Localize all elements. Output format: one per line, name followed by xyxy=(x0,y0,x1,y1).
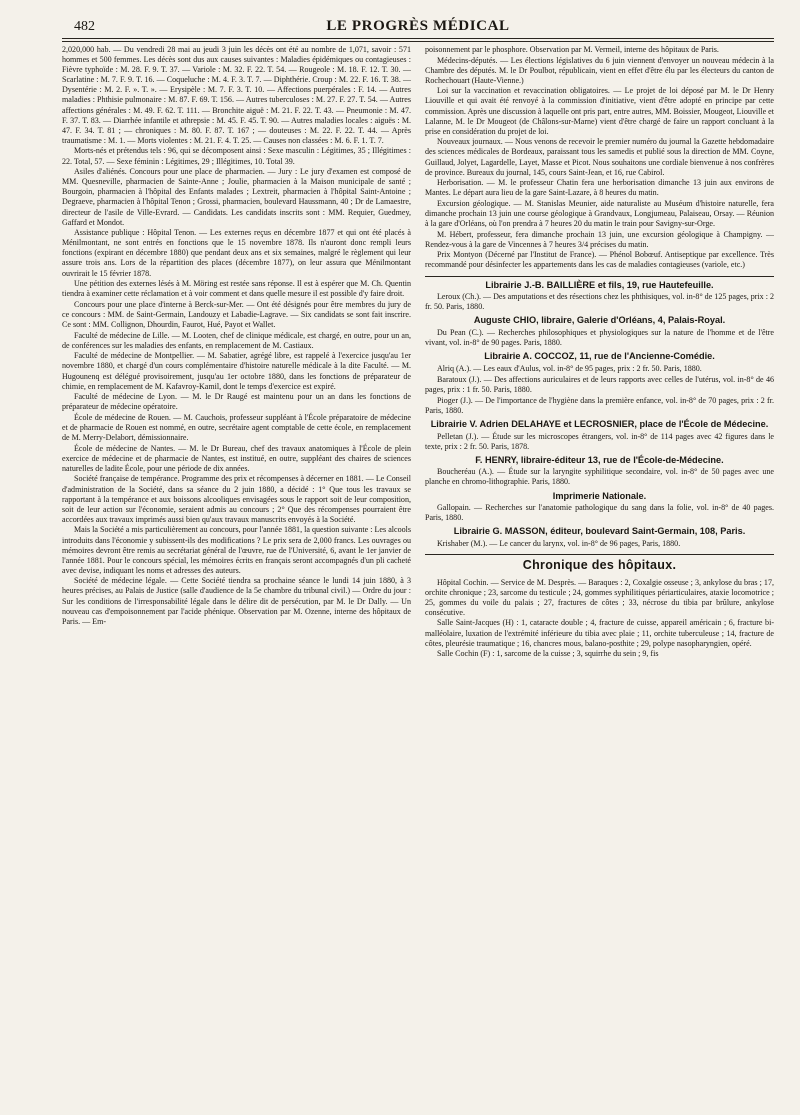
bibliography-entry: Leroux (Ch.). — Des amputations et des résections chez les phthisiques, vol. in-8° de 125 pages, prix : 2 fr. 50. Paris, 1880. xyxy=(425,292,774,312)
excursion-geologique-item: Excursion géologique. — M. Stanislas Meunier, aide naturaliste au Muséum d'histoire naturelle, fera dimanche prochain 13 juin une course géologique à Grandvaux, Longjumeau, Palaiseau, Orsay. — Réunion à la gare d'Orléans, où l'on prendra à 7 heures 20 du matin le train pour Savigny-sur-Orge. xyxy=(425,198,774,229)
publisher-heading: Librairie A. COCCOZ, 11, rue de l'Ancienne-Comédie. xyxy=(484,351,715,362)
bibliography-entry: Pelletan (J.). — Étude sur les microscopes étrangers, vol. in-8° de 114 pages avec 42 figures dans le texte, prix : 2 fr. 50. Paris, 1878. xyxy=(425,431,774,451)
header-rule xyxy=(62,39,774,42)
section-rule xyxy=(425,554,774,555)
page-number: 482 xyxy=(74,19,95,34)
faculte-montpellier-item: Faculté de médecine de Montpellier. — M. Sabatier, agrégé libre, est rappelé à l'exercice jusqu'au 1er novembre 1880, et chargé d'un cours complémentaire d'histoire naturelle médicale à la dite Faculté. — M. Hugounenq est délégué provisoirement, jusqu'au 1er octobre 1880, dans les fonctions de préparateur de chimie, en remplacement de M. Kafavroy-Kamil, dont le temps d'exercice est expiré. xyxy=(62,351,411,391)
loi-vaccination-item: Loi sur la vaccination et revaccination obligatoires. — Le projet de loi déposé par M. le Dr Henry Liouville et qui avait été renvoyé à la commission d'initiative, vient d'être adopté en principe par cette commission. Après une discussion à laquelle ont pris part, entre autres, MM. Boissier, Mougeot, Liouville et Lalanne, M. le Dr Mougeot (de Châlons-sur-Marne) vient d'être chargé de faire un rapport concluant à la prise en considération du projet de loi. xyxy=(425,86,774,136)
right-column xyxy=(425,45,774,1115)
ecole-rouen-item: École de médecine de Rouen. — M. Cauchois, professeur suppléant à l'École préparatoire de médecine et de pharmacie de Rouen est nommé, en outre, secrétaire agent comptable de cette école, en remplacement de M. Merry-Delabort, démissionnaire. xyxy=(62,412,411,443)
ecole-nantes-item: École de médecine de Nantes. — M. le Dr Bureau, chef des travaux anatomiques à l'École de plein exercice de médecine et de pharmacie de Nantes, est institué, en outre, suppléant des chaires de sciences naturelles de ladite École, pour une période de dix années. xyxy=(62,443,411,473)
mortality-statistics: 2,020,000 hab. — Du vendredi 28 mai au jeudi 3 juin les décès ont été au nombre de 1,071, savoir : 571 hommes et 500 femmes. Les décès sont dus aux causes suivantes : Maladies épidémiques ou contagieuses : Fièvre typhoïde : M. 28. F. 9. T. 37. — Variole : M. 32. F. 22. T. 54. — Rougeole : M. 18. F. 12. T. 30. — Scarlatine : M. 7. F. 9. T. 16. — Coqueluche : M. 4. F. 3. T. 7. — Diphthérie. Croup : M. 22. F. 16. T. 38. — Dysentérie : M. 2. F. ». T. ». — Erysipèle : M. 7. F. 3. T. 10. — Affections puerpérales : F. 14. — Autres maladies : Phthisie pulmonaire : M. 87. F. 69. T. 156. — Autres tuberculoses : M. 27. F. 27. T. 54. — Autres affections générales : M. 49. F. 62. T. 111. — Bronchite aiguë : M. 21. F. 22. T. 43. — Pneumonie : M. 47. F. 37. T. 83. — Diarrhée infantile et athrepsie : M. 45. F. 45. T. 90. — Autres maladies locales : aiguës : M. 47. F. 34. T. 81 ; — chroniques : M. 80. F. 87. T. 167 ; — douteuses : M. 22. F. 22. T. 44. — Après traumatisme : M. 1. — Morts violentes : M. 21. F. 4. T. 25. — Causes non classées : M. 6. F. 1. T. 7. xyxy=(62,45,411,145)
left-column xyxy=(62,45,411,1115)
faculte-lille-item: Faculté de médecine de Lille. — M. Looten, chef de clinique médicale, est chargé, en outre, pour un an, de conférences sur les maladies des enfants, en remplacement de M. Castiaux. xyxy=(62,330,411,350)
nouveaux-journaux-item: Nouveaux journaux. — Nous venons de recevoir le premier numéro du journal la Gazette hebdomadaire des sciences médicales de Bordeaux, paraissant tous les samedis et publié sous la direction de MM. Coyne, Guillaud, Jolyet, Lagardelle, Layet, Masse et Picot. Nous souhaitons une cordiale bienvenue à nos confrères de province. Bureaux du journal, 145, cours Saint-Jean, et 16, rue Cabirol. xyxy=(425,137,774,177)
faculte-lyon-item: Faculté de médecine de Lyon. — M. le Dr Raugé est maintenu pour un an dans les fonctions de préparateur de médecine opératoire. xyxy=(62,392,411,412)
journal-title: LE PROGRÈS MÉDICAL xyxy=(326,18,510,34)
hopital-cochin-paragraph: Hôpital Cochin. — Service de M. Desprès. — Baraques : 2, Coxalgie osseuse ; 3, ankylose du bras ; 17, orchite chronique ; 23, sarcome du testicule ; 24, gommes syphilitiques périarticulaires, ataxie locomotrice ; 25, gommes du voile du palais ; 27, fractures de côtes ; 33, nécrose du tibia par brûlure, ankylose consécutive. xyxy=(425,577,774,617)
chronique-heading: Chronique des hôpitaux. xyxy=(522,557,677,572)
publisher-heading: Imprimerie Nationale. xyxy=(552,490,647,501)
excursion-hebert-paragraph: M. Hébert, professeur, fera dimanche prochain 13 juin, une excursion géologique à Champigny. — Rendez-vous à la gare de Vincennes à 7 heures 3/4 précises du matin. xyxy=(425,229,774,249)
asiles-alienes-item: Asiles d'aliénés. Concours pour une place de pharmacien. — Jury : Le jury d'examen est composé de MM. Quesneville, pharmacien de Sainte-Anne ; Joulie, pharmacien à la Maison municipale de santé ; Bourgoin, pharmacien à l'hôpital des Enfants malades ; Lextreit, pharmacien à l'hôpital Saint-Antoine ; Degraeve, pharmacien à l'hôpital Tenon ; Grossi, pharmacien, boulevard Haussmann, 40 ; Dr de Lamaestre, directeur de l'asile de Ville-Evrard. — Candidats. Les candidats inscrits sont : MM. Requier, Guedmey, Gaffard et Mondot. xyxy=(62,167,411,227)
bibliography-entry: Baratoux (J.). — Des affections auriculaires et de leurs rapports avec celles de l'utérus, vol. in-8° de 46 pages, prix : 1 fr. 50. Paris, 1880. xyxy=(425,374,774,394)
herborisation-item: Herborisation. — M. le professeur Chatin fera une herborisation dimanche 13 juin aux environs de Mantes. Le départ aura lieu de la gare Saint-Lazare, à 8 heures du matin. xyxy=(425,178,774,198)
continuation-paragraph: poisonnement par le phosphore. Observation par M. Vermeil, interne des hôpitaux de Paris. xyxy=(425,45,719,54)
publisher-heading: Librairie J.-B. BAILLIÈRE et fils, 19, rue Hautefeuille. xyxy=(485,279,714,290)
section-rule xyxy=(425,276,774,277)
temperance-question-paragraph: Mais la Société a mis particulièrement au concours, pour l'année 1881, la question suivante : Les alcools introduits dans l'économie y subissent-ils des modifications ? Le prix sera de 2,000 francs. Les ouvrages ou mémoires devront être remis au secrétariat général de l'œuvre, rue de l'Université, 6, avant le 1er janvier de l'année 1881. Pour le concours spécial, les mémoires écrits en français seront accompagnés d'un pli cacheté avec devise, indiquant les noms et adresses des auteurs. xyxy=(62,525,411,575)
assistance-publique-item: Assistance publique : Hôpital Tenon. — Les externes reçus en décembre 1877 et qui ont été placés à Ménilmontant, ne sont entrés en fonctions que le 15 novembre 1878. Ils n'auront donc rempli leurs fonctions (expirant en décembre 1880) que pendant deux ans et six semaines, malgré le règlement qui leur assure trois ans. Lors de la répartition des places (décembre 1877), on leur assura que Ménilmontant ouvrirait le 15 février 1878. xyxy=(62,228,411,278)
publisher-heading: Auguste CHIO, libraire, Galerie d'Orléans, 4, Palais-Royal. xyxy=(473,315,726,326)
petition-paragraph: Une pétition des externes lésés à M. Möring est restée sans réponse. Il est à espérer que M. Ch. Quentin tiendra à examiner cette réclamation et à voir comment et dans quelle mesure il est possible d'y faire droit. xyxy=(62,279,411,299)
berck-sur-mer-item: Concours pour une place d'interne à Berck-sur-Mer. — Ont été désignés pour être membres du jury de ce concours : MM. de Saint-Germain, Landouzy et Labadie-Lagrave. — Six candidats se sont fait inscrire. Ce sont : MM. Collignon, Dhourdin, Faurot, Hué, Payot et Wallet. xyxy=(62,299,411,330)
publisher-heading: Librairie V. Adrien DELAHAYE et LECROSNIER, place de l'École de Médecine. xyxy=(430,419,769,430)
salle-cochin-paragraph: Salle Cochin (F) : 1, sarcome de la cuisse ; 3, squirrhe du sein ; 9, fis xyxy=(437,649,659,659)
prix-montyon-item: Prix Montyon (Décerné par l'Institut de France). — Phénol Bobœuf. Antiseptique par excellence. Très recommandé pour désinfecter les appartements dans les cas de maladies contagieuses (variole, etc.) xyxy=(425,250,774,270)
bibliography-entry: Gallopain. — Recherches sur l'anatomie pathologique du sang dans la folie, vol. in-8° de 40 pages. Paris, 1880. xyxy=(425,503,774,523)
bibliography-entry: Boucheréau (A.). — Étude sur la laryngite syphilitique secondaire, vol. in-8° de 50 pages avec une planche en chromo-lithographie. Paris, 1880. xyxy=(425,467,774,487)
bibliography-entry: Pioger (J.). — De l'importance de l'hygiène dans la première enfance, vol. in-8° de 70 pages, prix : 2 fr. Paris, 1880. xyxy=(425,395,774,415)
bibliography-entry: Krishaber (M.). — Le cancer du larynx, vol. in-8° de 96 pages, Paris, 1880. xyxy=(437,538,681,548)
societe-temperance-item: Société française de tempérance. Programme des prix et récompenses à décerner en 1881. — Le Conseil d'administration de la Société, dans sa séance du 2 juin 1880, a décidé : 1° Que tous les travaux se rapportant à la tempérance et aux boissons alcooliques envisagées sous le rapport soit de leur composition, soit de leur action sur l'économie, seraient admis au concours ; 2° Que des récompenses pourraient être accordées aux travaux imprimés aussi bien qu'aux travaux manuscrits envoyés à la Société. xyxy=(62,474,411,524)
publisher-heading: Librairie G. MASSON, éditeur, boulevard Saint-Germain, 108, Paris. xyxy=(453,526,746,537)
medecins-deputes-item: Médecins-députés. — Les élections législatives du 6 juin viennent d'envoyer un nouveau médecin à la Chambre des députés. M. le Dr Poulbot, républicain, vient en effet d'être élu par les électeurs du canton de Rochechouart (Haute-Vienne.) xyxy=(425,55,774,85)
columns xyxy=(62,45,774,1115)
societe-medecine-legale-item: Société de médecine légale. — Cette Société tiendra sa prochaine séance le lundi 14 juin 1880, à 3 heures précises, au Palais de Justice (salle d'audience de la 5e chambre du tribunal civil.) — Ordre du jour : Sur les conditions de l'irresponsabilité légale dans le délire dit de persécution, par M. le Dr Dally. — Un nouveau cas d'empoisonnement par l'acide phénique. Observation par M. Ozenne, interne des hôpitaux de Paris. — Em- xyxy=(62,576,411,626)
salle-saint-jacques-paragraph: Salle Saint-Jacques (H) : 1, cataracte double ; 4, fracture de cuisse, appareil américain ; 6, fracture bi-malléolaire, luxation de l'extrémité inférieure du tibia avec plaie ; 11, orchite tuberculeuse ; 14, fracture de côtes, pleurésie traumatique ; 16, chancres mous, balano-posthite ; 29, polype nasopharyngien, opéré. xyxy=(425,618,774,648)
bibliography-entry: Du Pean (C.). — Recherches philosophiques et physiologiques sur la nature de l'homme et de l'être vivant, vol. in-8° de 90 pages. Paris, 1880. xyxy=(425,327,774,347)
publisher-heading: F. HENRY, libraire-éditeur 13, rue de l'École-de-Médecine. xyxy=(475,454,724,465)
bibliography-entry: Alriq (A.). — Les eaux d'Aulus, vol. in-8° de 95 pages, prix : 2 fr. 50. Paris, 1880. xyxy=(437,363,702,373)
page-header xyxy=(62,16,774,39)
stillbirths-paragraph: Morts-nés et prétendus tels : 96, qui se décomposent ainsi : Sexe masculin : Légitimes, 35 ; Illégitimes : 22. Total, 57. — Sexe féminin : Légitimes, 29 ; Illégitimes, 10. Total 39. xyxy=(62,146,411,166)
